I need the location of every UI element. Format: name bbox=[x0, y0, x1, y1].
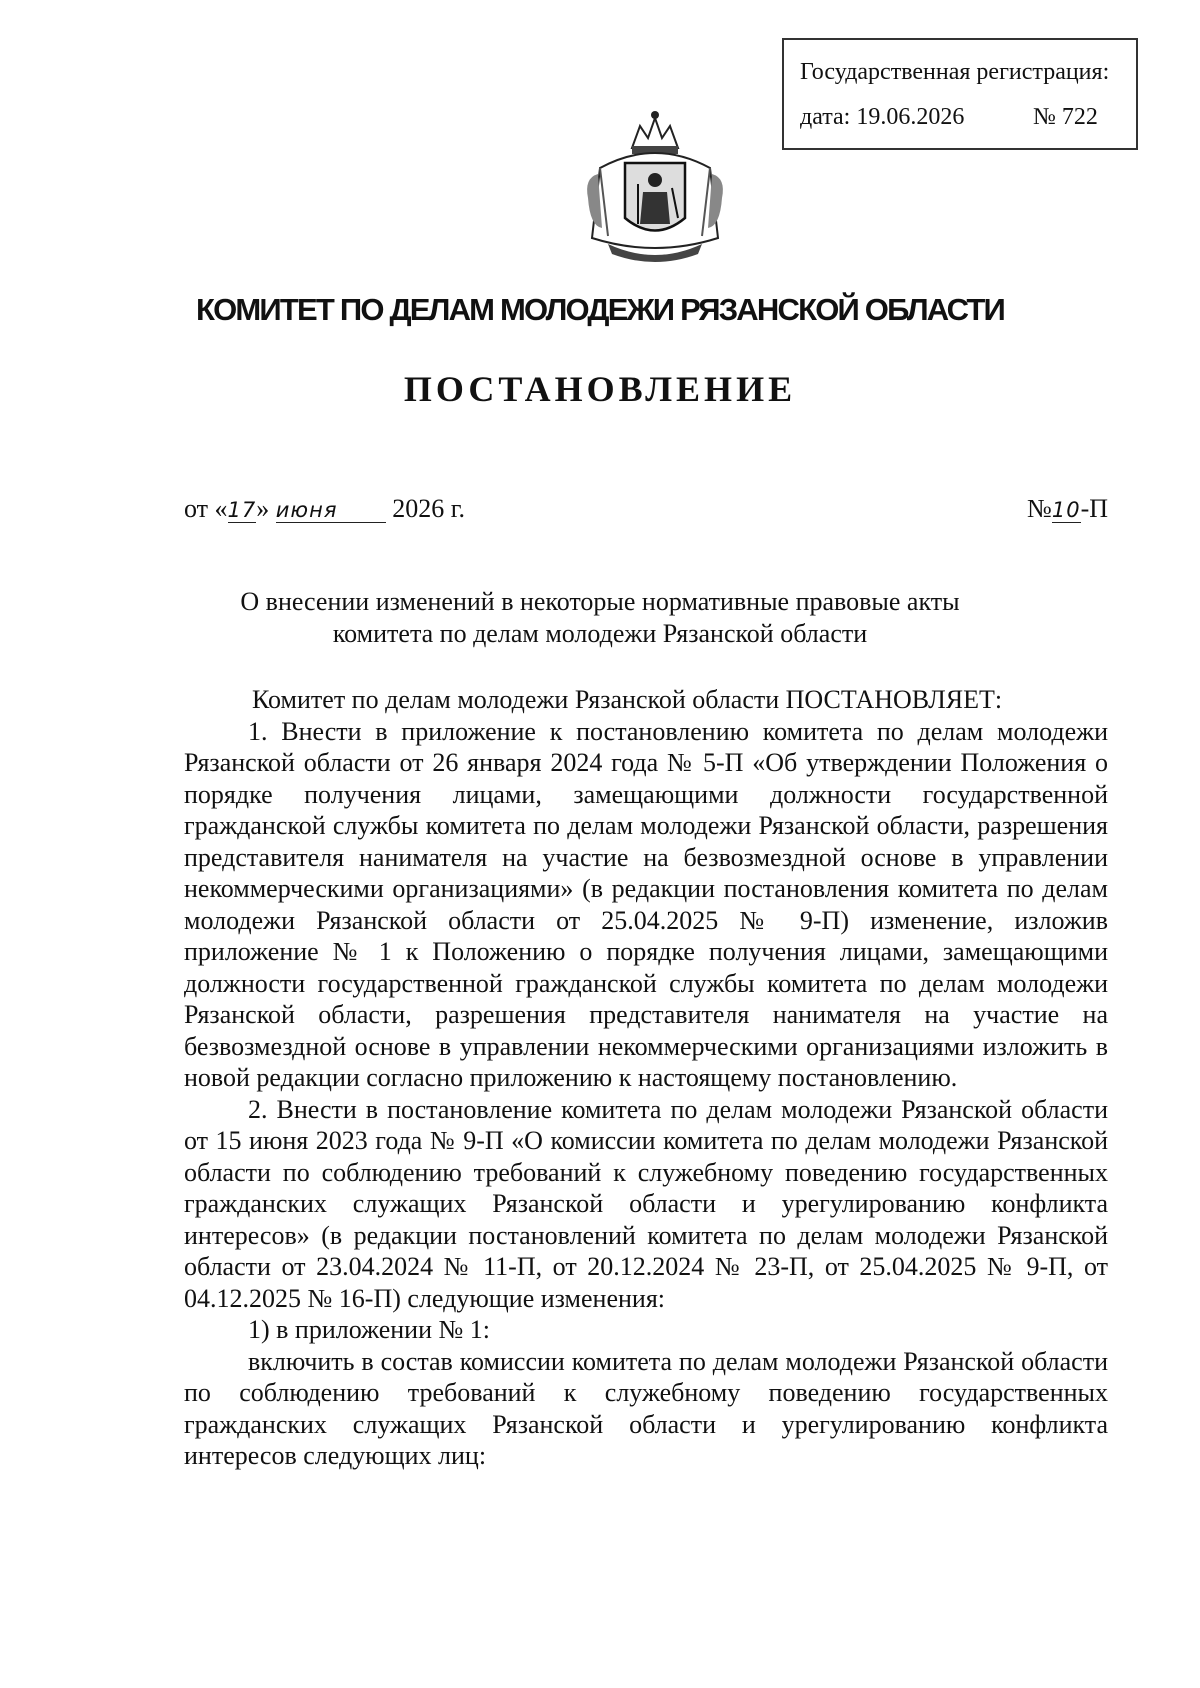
registration-title: Государственная регистрация: bbox=[800, 59, 1110, 85]
registration-date: дата: 19.06.2026 bbox=[800, 104, 965, 130]
clause-2: 2. Внести в постановление комитета по делам молодежи Рязанской области от 15 июня 2023 года № 9-П «О комиссии комитета по делам молодежи Рязанской области по соблюдению требований к служебному поведению государственных гражданских служащих Рязанской области и урегулированию конфликта интересов» (в редакции постановлений комитета по делам молодежи Рязанской области от 23.04.2024 № 11-П, от 20.12.2024 № 23-П, от 25.04.2025 № 9-П, от 04.12.2025 № 16-П) следующие изменения: bbox=[184, 1094, 1108, 1313]
document-date bbox=[184, 494, 465, 524]
coat-of-arms-icon bbox=[580, 108, 730, 268]
include-paragraph: включить в состав комиссии комитета по делам молодежи Рязанской области по соблюдению требований к служебному поведению государственных гражданских служащих Рязанской области и урегулированию конфликта интересов следующих лиц: bbox=[184, 1346, 1108, 1470]
date-mid: » bbox=[256, 494, 276, 523]
handwritten-month: июня bbox=[276, 498, 386, 523]
date-year: 2026 г. bbox=[385, 494, 465, 523]
document-subject bbox=[150, 586, 1050, 650]
subject-line-2: комитета по делам молодежи Рязанской области bbox=[332, 619, 868, 648]
document-number bbox=[1027, 494, 1108, 524]
document-type: ПОСТАНОВЛЕНИЕ bbox=[403, 369, 797, 409]
handwritten-day: 17 bbox=[227, 498, 257, 522]
registration-number: № 722 bbox=[1033, 104, 1098, 130]
registration-stamp bbox=[782, 38, 1138, 150]
subclause-1: 1) в приложении № 1: bbox=[248, 1315, 491, 1344]
subject-line-1: О внесении изменений в некоторые нормативные правовые акты bbox=[240, 587, 960, 616]
date-prefix: от « bbox=[184, 494, 228, 523]
clause-1: 1. Внести в приложение к постановлению комитета по делам молодежи Рязанской области от 26 января 2024 года № 5-П «Об утверждении Положения о порядке получения лицами, замещающими должности государственной гражданской службы комитета по делам молодежи Рязанской области, разрешения представителя нанимателя на участие на безвозмездной основе в управлении некоммерческими организациями» (в редакции постановления комитета по делам молодежи Рязанской области от 25.04.2025 № 9-П) изменение, изложив приложение № 1 к Положению о порядке получения лицами, замещающими должности государственной гражданской службы комитета по делам молодежи Рязанской области, разрешения представителя нанимателя на участие на безвозмездной основе в управлении некоммерческими организациями изложить в новой редакции согласно приложению к настоящему постановлению. bbox=[184, 716, 1108, 1092]
document-body bbox=[184, 684, 1108, 1472]
handwritten-number: 10 bbox=[1051, 498, 1081, 522]
intro-paragraph: Комитет по делам молодежи Рязанской области ПОСТАНОВЛЯЕТ: bbox=[252, 685, 1003, 714]
number-suffix: -П bbox=[1080, 494, 1108, 523]
committee-name: КОМИТЕТ ПО ДЕЛАМ МОЛОДЕЖИ РЯЗАНСКОЙ ОБЛАСТИ bbox=[195, 292, 1005, 327]
number-prefix: № bbox=[1027, 494, 1052, 523]
